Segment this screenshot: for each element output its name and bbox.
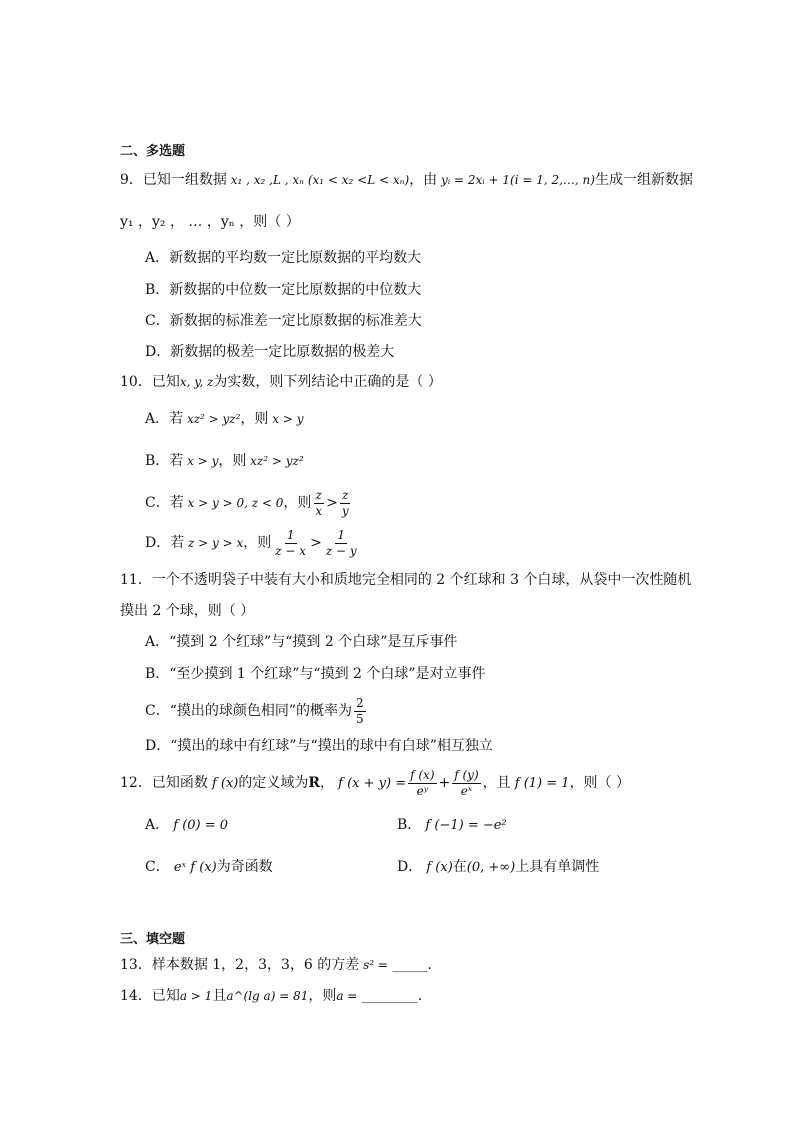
q10-c-fraction-2 — [340, 488, 351, 519]
q11-c-fraction — [354, 696, 366, 727]
q9-text-2: ，由 — [409, 172, 438, 188]
q14-text-3: ，则 — [308, 988, 337, 1004]
q12-f1-den: eʸ — [416, 783, 428, 798]
q14-math-2: a^(lg a) = 81 — [226, 989, 309, 1003]
q12-text-2: 的定义域为 — [238, 775, 309, 791]
question-14-stem — [120, 986, 422, 1006]
q10-option-b[interactable] — [145, 451, 304, 471]
q10-d-label: D．若 — [145, 535, 185, 551]
q9-option-d[interactable]: D．新数据的极差一定比原数据的极差大 — [145, 344, 395, 360]
q12-math-lhs: f (x + y) = — [334, 776, 407, 791]
q10-c-f2-num: z — [342, 487, 349, 502]
q11-option-b[interactable]: B．“至少摸到 1 个红球”与“摸到 2 个白球”是对立事件 — [145, 666, 486, 682]
q12-d-text-2: 上具有单调性 — [515, 859, 600, 875]
q10-d-fraction-1 — [273, 528, 308, 559]
q12-text-5: ，则（ ） — [569, 775, 631, 791]
q11-c-num: 2 — [356, 695, 364, 710]
q9-math-data-set: x₁ , x₂ ,L , xₙ (x₁ < x₂ <L < xₙ) — [226, 173, 410, 187]
q10-d-f2-den: z − y — [325, 543, 357, 558]
q12-fraction-1 — [408, 768, 436, 799]
q10-b-math-2: xz² > yz² — [246, 454, 304, 468]
q10-c-gt: > — [326, 495, 338, 511]
question-13-stem — [120, 955, 432, 975]
q13-answer-blank[interactable]: _____. — [387, 957, 432, 973]
q9-text-1: 9．已知一组数据 — [120, 172, 227, 188]
q12-d-label: D． — [397, 859, 423, 875]
q11-c-text: C．“摸出的球颜色相同”的概率为 — [145, 703, 353, 719]
q12-f2-num: f (y) — [454, 767, 479, 782]
q12-plus: + — [438, 775, 451, 791]
q10-a-label: A．若 — [145, 411, 184, 427]
q10-c-math-1: x > y > 0, z < 0 — [183, 496, 284, 510]
q13-math: s² = — [359, 958, 388, 972]
q14-math-1: a > 1 — [179, 989, 213, 1003]
q9-option-b[interactable]: B．新数据的中位数一定比原数据的中位数大 — [145, 282, 422, 298]
q12-b-label: B． — [397, 817, 422, 833]
q12-text-4: ，且 — [482, 775, 511, 791]
q12-c-text: 为奇函数 — [216, 859, 273, 875]
q10-c-f2-den: y — [341, 503, 349, 518]
q12-f1-num: f (x) — [410, 767, 435, 782]
q10-text-2: 为实数，则下列结论中正确的是（ ） — [213, 374, 442, 390]
q9-option-a[interactable]: A．新数据的平均数一定比原数据的平均数大 — [145, 250, 422, 266]
question-11-stem-line2: 摸出 2 个球，则（ ） — [120, 603, 255, 619]
q10-option-a[interactable] — [145, 409, 303, 429]
q10-b-math-1: x > y — [183, 454, 219, 468]
q9-text-3: 生成一组新数据 — [594, 172, 693, 188]
q10-c-fraction-1 — [313, 488, 324, 519]
q12-d-math-2: (0, +∞) — [466, 860, 516, 875]
q10-d-mid: ，则 — [243, 535, 272, 551]
q10-c-f1-num: z — [315, 487, 322, 502]
question-11-stem: 11．一个不透明袋子中装有大小和质地完全相同的 2 个红球和 3 个白球，从袋中一次性随机 — [120, 572, 692, 588]
q12-f2-den: eˣ — [460, 783, 473, 798]
q12-c-label: C． — [145, 859, 170, 875]
question-9-stem-line2: y₁ ，y₂ ， … ，yₙ ，则（ ） — [120, 214, 300, 230]
q10-d-fraction-2 — [324, 528, 359, 559]
q12-d-text-1: 在 — [452, 859, 467, 875]
q10-b-mid: ，则 — [218, 453, 247, 469]
q14-math-3: a = — [336, 989, 358, 1003]
q12-a-math: f (0) = 0 — [169, 818, 229, 833]
q10-d-math-1: z > y > x — [184, 536, 244, 550]
q13-text: 13．样本数据 1，2，3，3，6 的方差 — [120, 957, 360, 973]
q10-d-f1-den: z − x — [275, 543, 307, 558]
q11-option-a[interactable]: A．“摸到 2 个红球”与“摸到 2 个白球”是互斥事件 — [145, 634, 458, 650]
q10-a-mid: ，则 — [240, 411, 269, 427]
q12-d-math: f (x) — [422, 860, 453, 875]
q12-option-c[interactable] — [145, 857, 273, 878]
q10-a-math-1: xz² > yz² — [183, 412, 241, 426]
q12-math-cond: f (1) = 1 — [510, 776, 570, 791]
q10-c-f1-den: x — [315, 503, 323, 518]
q10-c-label: C．若 — [145, 495, 184, 511]
q12-text-1: 12．已知函数 — [120, 775, 208, 791]
q14-text-2: 且 — [212, 988, 227, 1004]
q10-d-f2-num: 1 — [337, 527, 346, 542]
q9-option-c[interactable]: C．新数据的标准差一定比原数据的标准差大 — [145, 313, 422, 329]
q11-option-d[interactable]: D．“摸出的球中有红球”与“摸出的球中有白球”相互独立 — [145, 738, 493, 754]
q12-fraction-2 — [452, 768, 480, 799]
q10-option-c[interactable] — [145, 486, 353, 520]
q12-c-math: eˣ f (x) — [169, 860, 217, 875]
q12-text-3: ， — [320, 775, 335, 791]
q10-b-label: B．若 — [145, 453, 184, 469]
q10-a-math-2: x > y — [268, 412, 304, 426]
q12-option-a[interactable] — [145, 815, 228, 836]
q12-real-set: R — [308, 775, 321, 791]
q12-option-d[interactable] — [397, 857, 599, 878]
q10-text-1: 10．已知 — [120, 374, 180, 390]
q12-math-fx: f (x) — [207, 776, 239, 791]
q10-d-gt: > — [310, 535, 322, 551]
q11-c-den: 5 — [356, 711, 364, 726]
q12-option-b[interactable] — [397, 815, 507, 836]
q11-option-c[interactable] — [145, 694, 368, 728]
q12-a-label: A． — [145, 817, 170, 833]
q14-text-1: 14．已知 — [120, 988, 180, 1004]
q9-math-transform: yᵢ = 2xᵢ + 1(i = 1, 2,…, n) — [437, 173, 595, 187]
q10-option-d[interactable] — [145, 526, 361, 560]
q10-c-mid: ，则 — [283, 495, 312, 511]
q12-b-math: f (−1) = −e² — [421, 818, 507, 833]
q14-answer-blank[interactable]: ________. — [357, 988, 423, 1004]
section-heading-multi-choice: 二、多选题 — [120, 144, 186, 159]
question-10-stem — [120, 372, 442, 392]
question-12-stem — [120, 766, 630, 801]
question-9-stem — [120, 170, 693, 190]
section-heading-fill-blank: 三、填空题 — [120, 932, 186, 947]
q10-d-f1-num: 1 — [286, 527, 295, 542]
q10-math-vars: x, y, z — [179, 375, 214, 389]
